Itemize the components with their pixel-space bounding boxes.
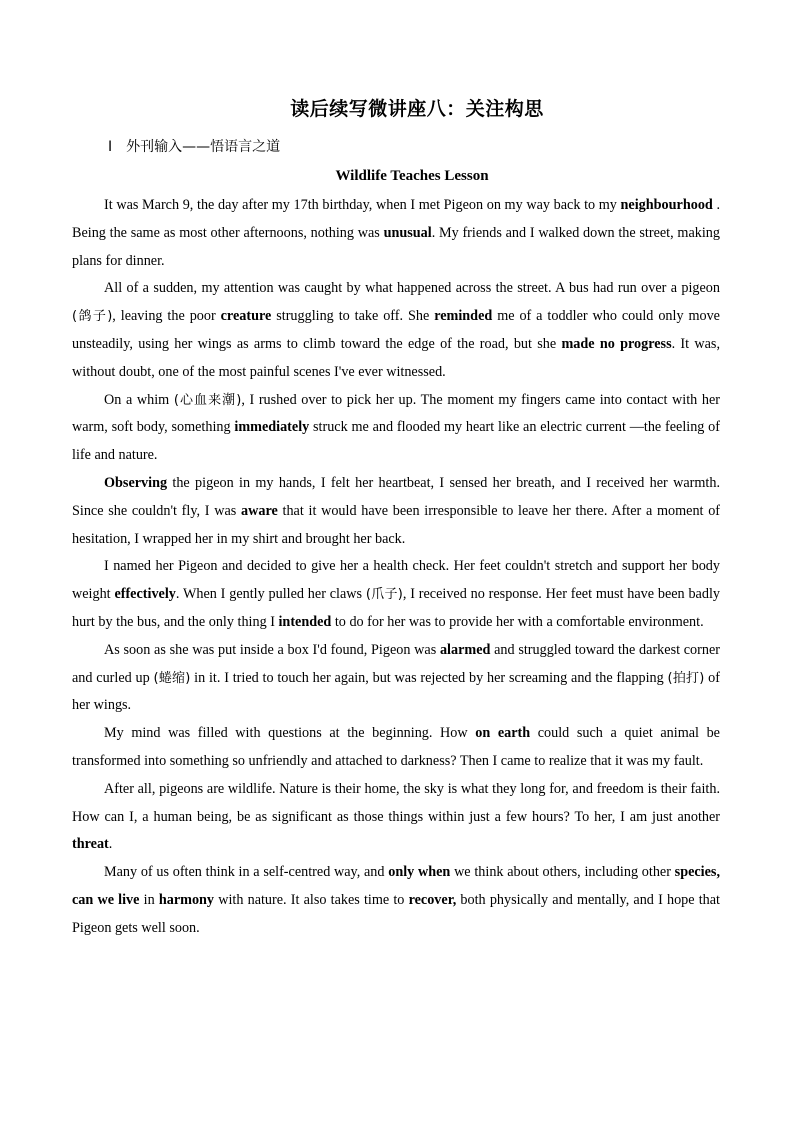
text-run: . It was, without doubt, one of the most painful scenes I've ever witnessed. [72, 335, 720, 380]
text-run: to do for her was to provide her with a comfortable environment. [331, 613, 704, 630]
text-run: As soon as she was put inside a box I'd found, Pigeon was [104, 641, 440, 658]
section-heading [108, 136, 280, 156]
bold-phrase: made no progress [561, 335, 672, 352]
text-run: . My friends and I walked down the street, making plans for dinner. [72, 224, 720, 269]
text-run: that it would have been irresponsible to leave her there. After a moment of hesitation, I wrapped her in my shirt and brought her back. [72, 502, 721, 547]
text-run: I named her Pigeon and decided to give her a health check. Her feet couldn't stretch and support her body weight [72, 558, 720, 603]
text-run: It was March 9, the day after my 17th birthday, when I met Pigeon on my way back to my [104, 197, 621, 213]
article-paragraph [72, 470, 720, 553]
section-number: Ⅰ [108, 139, 113, 155]
text-run: struggling to take off. She [271, 308, 435, 325]
chinese-gloss: (蜷缩) [153, 670, 191, 686]
text-run: On a whim [104, 391, 174, 408]
article-paragraph [72, 776, 720, 859]
chinese-gloss: (爪子) [365, 587, 403, 603]
article-paragraph [72, 275, 720, 386]
text-run: My mind was filled with questions at the beginning. How [104, 725, 476, 742]
bold-phrase: neighbourhood [620, 197, 713, 213]
text-run: . Being the same as most other afternoons, nothing was [72, 197, 721, 241]
bold-phrase: creature [220, 308, 272, 325]
bold-phrase: aware [241, 502, 278, 519]
article-body [72, 192, 720, 943]
text-run: both physically and mentally, and I hope that Pigeon gets well soon. [72, 891, 720, 936]
text-run: . [108, 836, 113, 853]
text-run: After all, pigeons are wildlife. Nature is their home, the sky is what they long for, and freedom is their faith. How can I, a human being, be as significant as those things within just a few hours? To her, I am just another [72, 780, 720, 825]
page-title: 读后续写微讲座八：关注构思 [290, 98, 544, 120]
text-run: we think about others, including other [450, 864, 675, 881]
text-run: . When I gently pulled her claws [175, 586, 366, 603]
article-paragraph [72, 192, 720, 275]
article-paragraph [72, 553, 720, 636]
bold-phrase: immediately [234, 419, 310, 436]
text-run: in [139, 891, 159, 908]
text-run: of her wings. [72, 669, 720, 714]
bold-phrase: recover, [408, 891, 457, 908]
text-run: me of a toddler who could only move unsteadily, using her wings as arms to climb toward the edge of the road, but she [72, 308, 720, 352]
text-run: with nature. It also takes time to [214, 891, 409, 908]
chinese-gloss: (鸽子) [72, 309, 113, 325]
bold-phrase: reminded [434, 308, 493, 325]
article-title: Wildlife Teaches Lesson [335, 168, 489, 184]
bold-phrase: harmony [158, 891, 215, 908]
bold-phrase: unusual [383, 224, 432, 241]
text-run: in it. I tried to touch her again, but was rejected by her screaming and the flapping [190, 669, 668, 686]
text-run: , I rushed over to pick her up. The moment my fingers came into contact with her warm, soft body, something [72, 391, 720, 436]
text-run: could such a quiet animal be transformed into something so unfriendly and attached to darkness? Then I came to realize that it was my fault. [72, 725, 720, 769]
bold-phrase: Observing [104, 474, 168, 491]
section-label: 外刊输入——悟语言之道 [126, 139, 281, 155]
text-run: the pigeon in my hands, I felt her heartbeat, I sensed her breath, and I received her warmth. Since she couldn't fly, I was [72, 474, 720, 519]
bold-phrase: intended [278, 613, 332, 630]
bold-phrase: alarmed [439, 641, 491, 658]
article-paragraph [72, 387, 720, 470]
text-run: All of a sudden, my attention was caught by what happened across the street. A bus had run over a pigeon [104, 280, 720, 297]
article-paragraph [72, 720, 720, 776]
bold-phrase: threat [72, 836, 109, 853]
bold-phrase: effectively [114, 586, 176, 603]
article-paragraph [72, 637, 720, 720]
text-run: , leaving the poor [112, 308, 221, 325]
text-run: and struggled toward the darkest corner and curled up [72, 641, 720, 686]
text-run: struck me and flooded my heart like an electric current —the feeling of life and nature. [72, 419, 720, 464]
chinese-gloss: (拍打) [667, 670, 705, 686]
bold-phrase: only when [388, 864, 451, 881]
bold-phrase: on earth [475, 725, 531, 742]
text-run: Many of us often think in a self-centred way, and [104, 864, 389, 881]
bold-phrase: species, can we live [72, 864, 720, 908]
article-paragraph [72, 859, 720, 942]
chinese-gloss: (心血来潮) [173, 392, 242, 408]
text-run: , I received no response. Her feet must have been badly hurt by the bus, and the only thing I [72, 586, 720, 630]
